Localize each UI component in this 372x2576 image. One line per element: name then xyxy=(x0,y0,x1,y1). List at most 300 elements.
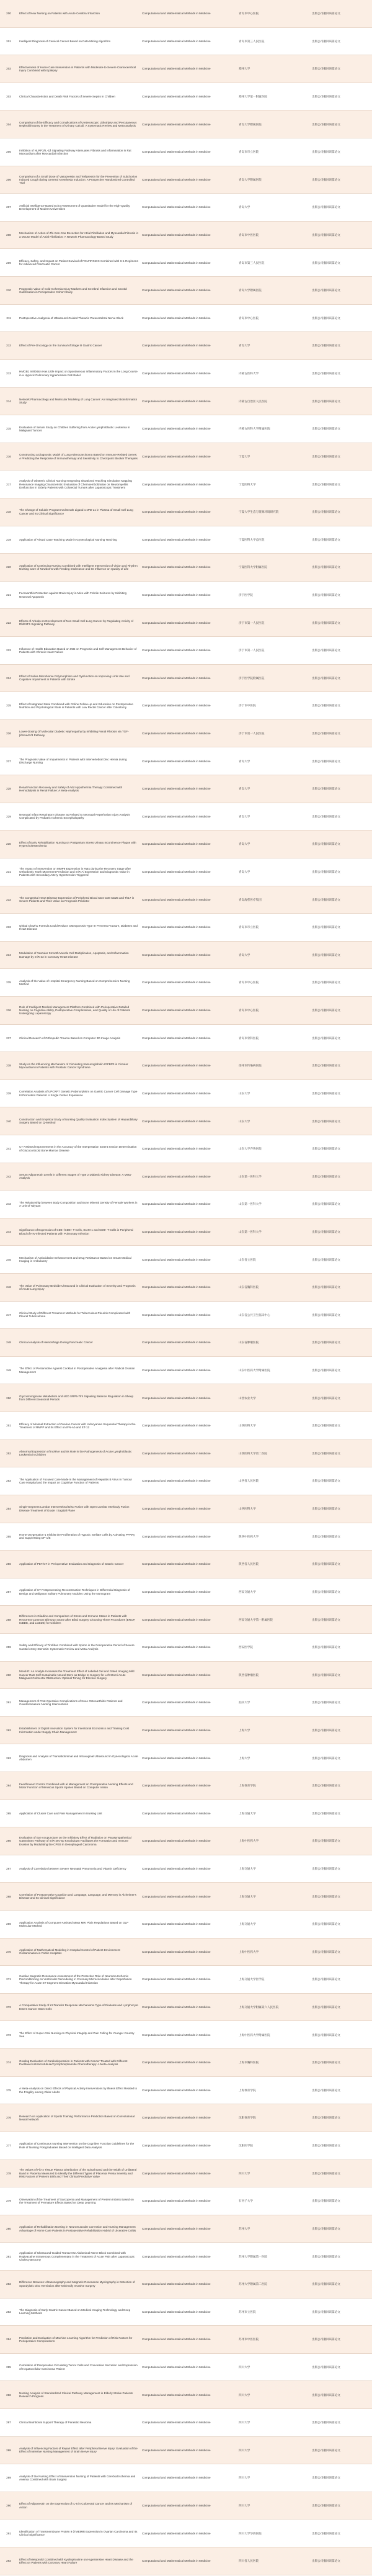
article-title: Clinical Characteristics and Death Risk Factors of Severe Sepsis in Children xyxy=(19,94,115,98)
table-row xyxy=(0,775,372,803)
table-row xyxy=(0,388,372,416)
row-number: 270 xyxy=(6,1950,11,1953)
institution: 青岛大学 xyxy=(239,814,250,818)
row-number: 259 xyxy=(6,1646,11,1649)
article-title: The Impact of Intervention on MMP9 Expression in Rats during the Recovery Stage after Orthodontic Tooth Movement Prediction and miR-Al Expression and Diagnostic Value in Patients with Secondary Artery Hypertension Triggered xyxy=(19,867,131,877)
retraction-status: 出版公司撤回该篇论文 xyxy=(312,205,340,209)
retraction-status: 出版公司撤回该篇论文 xyxy=(312,1147,340,1151)
journal-name: Computational and Mathematical Methods in Medicine xyxy=(142,1369,211,1372)
journal-name: Computational and Mathematical Methods in Medicine xyxy=(142,1562,211,1566)
table-row xyxy=(0,332,372,360)
row-number: 207 xyxy=(6,205,11,209)
journal-name: Computational and Mathematical Methods in Medicine xyxy=(142,1424,211,1428)
retraction-status: 出版公司撤回该篇论文 xyxy=(312,399,340,403)
row-number: 257 xyxy=(6,1590,11,1593)
table-row xyxy=(0,831,372,858)
row-number: 243 xyxy=(6,1202,11,1206)
retraction-status: 出版公司撤回该篇论文 xyxy=(312,1728,340,1732)
row-number: 264 xyxy=(6,1784,11,1788)
institution: 青岛市中心医院 xyxy=(239,981,259,984)
retraction-status: 出版公司撤回该篇论文 xyxy=(312,1618,340,1621)
institution: 济宁市中医院 xyxy=(239,704,256,708)
retraction-status: 出版公司撤回该篇论文 xyxy=(312,1174,340,1178)
retraction-status: 出版公司撤回该篇论文 xyxy=(312,94,340,98)
table-row xyxy=(0,1827,372,1855)
institution: 上海体育学院 xyxy=(239,1784,256,1788)
journal-name: Computational and Mathematical Methods in Medicine xyxy=(142,787,211,791)
table-row xyxy=(0,886,372,914)
article-title: Correlation of Preoperative Circulating Tumor Cells and Conversion Secretion and Expression of Hepatocellular Carcinoma Patient xyxy=(19,2364,138,2371)
article-title: HMGB1 Inhibition Has Little Impact on Spontaneous Inflammatory Factors in the Long Course in a Hypoxic Pulmonary Hypertension Rat Model xyxy=(19,370,138,377)
retraction-status: 出版公司撤回该篇论文 xyxy=(312,1534,340,1538)
retraction-status: 出版公司撤回该篇论文 xyxy=(312,316,340,320)
retraction-status: 出版公司撤回该篇论文 xyxy=(312,2061,340,2065)
table-row xyxy=(0,2187,372,2215)
row-number: 213 xyxy=(6,372,11,376)
institution: 西安医学院 xyxy=(239,1646,253,1649)
table-row xyxy=(0,526,372,554)
row-number: 205 xyxy=(6,150,11,154)
journal-name: Computational and Mathematical Methods in Medicine xyxy=(142,1646,211,1649)
article-title: Constructing a Diagnostic Model of Lung Adenocarcinoma Based on Immune-Related Genes: A Predicting the Response of Immunotherapy and Sensitivity to Checkpoint Blocker Therapies xyxy=(19,453,138,460)
table-row xyxy=(0,110,372,138)
institution: 青岛市中心医院 xyxy=(239,12,259,16)
institution: 青岛市骨科医院 xyxy=(239,1036,259,1040)
institution: 山东中医药大学附属医院 xyxy=(239,1369,270,1372)
row-number: 204 xyxy=(6,122,11,126)
institution: 山东第一医科大学 xyxy=(239,1230,262,1233)
table-row xyxy=(0,2077,372,2105)
retraction-status: 出版公司撤回该篇论文 xyxy=(312,2088,340,2092)
row-number: 241 xyxy=(6,1147,11,1151)
table-row xyxy=(0,1634,372,1662)
retraction-status: 出版公司撤回该篇论文 xyxy=(312,2006,340,2009)
table-row xyxy=(0,1744,372,1772)
table-row xyxy=(0,360,372,388)
journal-name: Computational and Mathematical Methods in Medicine xyxy=(142,1286,211,1289)
retraction-status: 出版公司撤回该篇论文 xyxy=(312,1756,340,1760)
retraction-status: 出版公司撤回该篇论文 xyxy=(312,565,340,569)
institution: 四川大学 xyxy=(239,2421,250,2425)
article-title: The Values of Fib-4 Tissue Plasma Distribution of the Spinal Band and the Width of Unilateral Band in Placenta Measured to Identify the Different Types of Placenta Previa Severity and Risk Factors of Preterm Birth and Their Clinical Predictive Value xyxy=(19,2168,137,2178)
institution: 上海交通大学医学院 xyxy=(239,1978,265,1981)
institution: 青岛大学附属医院 xyxy=(239,122,262,126)
article-title: Application of Virtual Case Teaching Mode in Gynecological Nursing Teaching xyxy=(19,538,117,541)
table-row xyxy=(0,0,372,28)
journal-name: Computational and Mathematical Methods in Medicine xyxy=(142,2531,211,2535)
retraction-status: 出版公司撤回该篇论文 xyxy=(312,981,340,984)
retraction-status: 出版公司撤回该篇论文 xyxy=(312,1341,340,1344)
table-row xyxy=(0,83,372,111)
journal-name: Computational and Mathematical Methods in Medicine xyxy=(142,482,211,486)
retraction-status: 出版公司撤回该篇论文 xyxy=(312,1590,340,1593)
table-row xyxy=(0,858,372,886)
table-row xyxy=(0,1467,372,1495)
journal-name: Computational and Mathematical Methods in Medicine xyxy=(142,1673,211,1677)
row-number: 225 xyxy=(6,704,11,708)
retraction-status: 出版公司撤回该篇论文 xyxy=(312,2531,340,2535)
retraction-status: 出版公司撤回该篇论文 xyxy=(312,510,340,514)
journal-name: Computational and Mathematical Methods in Medicine xyxy=(142,1811,211,1815)
table-row xyxy=(0,1966,372,1994)
retraction-status: 出版公司撤回该篇论文 xyxy=(312,759,340,763)
journal-name: Computational and Mathematical Methods in Medicine xyxy=(142,2006,211,2009)
row-number: 278 xyxy=(6,2171,11,2175)
institution: 青岛大学 xyxy=(239,953,250,957)
retraction-status: 出版公司撤回该篇论文 xyxy=(312,1950,340,1953)
row-number: 229 xyxy=(6,814,11,818)
row-number: 269 xyxy=(6,1922,11,1926)
row-number: 242 xyxy=(6,1174,11,1178)
article-title: Effect of Pre-Oncology on the Survival of Stage III Gastric Cancer xyxy=(19,344,102,348)
institution: 内蒙古医科大学附属医院 xyxy=(239,427,270,431)
article-title: Effect of Early Rehabilitation Nursing on Postpartum Stress Urinary Incontinence Plaque with Hypercholesterolemia xyxy=(19,840,136,848)
row-number: 244 xyxy=(6,1230,11,1233)
table-row xyxy=(0,2132,372,2160)
article-title: Glycosmoriginose Metabolism and sGD SRP5-Tlr4 Signaling Balance Regulation in Sheep from Different Seasonal Periods xyxy=(19,1394,134,1402)
article-title: Correlation of Postoperative Cognition and Language, Language, and Memory in Alzheimer's Disease and Its Clinical Significance xyxy=(19,1893,136,1900)
retraction-status: 出版公司撤回该篇论文 xyxy=(312,953,340,957)
article-title: Application of Ultrasound-Guided Transverse Abdominal Nerve Block Combined with Ropivacaine Intravenous Complementary in the Treatment of Acute Pain after Laparoscopic Cholecystectomy xyxy=(19,2251,135,2261)
row-number: 271 xyxy=(6,1978,11,1981)
journal-name: Computational and Mathematical Methods in Medicine xyxy=(142,2365,211,2369)
retraction-status: 出版公司撤回该篇论文 xyxy=(312,2227,340,2230)
row-number: 209 xyxy=(6,261,11,264)
table-row xyxy=(0,1384,372,1412)
retraction-status: 出版公司撤回该篇论文 xyxy=(312,2365,340,2369)
institution: 济宁市第一人民医院 xyxy=(239,649,265,652)
table-row xyxy=(0,166,372,194)
row-number: 234 xyxy=(6,953,11,957)
article-title: Application of PET/CT in Perioperative Evaluation and Diagnosis of Gastric Cancer xyxy=(19,1562,124,1566)
table-row xyxy=(0,1551,372,1578)
retraction-status: 出版公司撤回该篇论文 xyxy=(312,261,340,264)
article-title: Analysis of the Value of Hospital Emergency Nursing Based on Comprehensive Nursing Method xyxy=(19,979,130,986)
institution: 青岛大学 xyxy=(239,759,250,763)
table-row xyxy=(0,1246,372,1274)
table-row xyxy=(0,305,372,333)
institution: 陕西省肿瘤医院 xyxy=(239,1673,259,1677)
row-number: 230 xyxy=(6,842,11,846)
article-title: Evaluation of Eye Acupuncture on the Inhibitory Effect of Radiation on Parasympathetical Gastrointes Pathway of miR-29c-5p Knockdown Facilitates the Formation and Immune Evasion by Modulating the CPEB in Oesophageal Carcinoma xyxy=(19,1836,131,1846)
article-title: Nursing Analysis of Standardized Clinical Pathway Management in Elderly Stroke Patients Research Progress xyxy=(19,2391,133,2398)
table-row xyxy=(0,277,372,305)
institution: 西安交通大学 xyxy=(239,1590,256,1593)
retraction-status: 出版公司撤回该篇论文 xyxy=(312,289,340,292)
institution: 四川大学 xyxy=(239,2171,250,2175)
row-number: 212 xyxy=(6,344,11,348)
journal-name: Computational and Mathematical Methods in Medicine xyxy=(142,1258,211,1261)
institution: 苏州市中医医院 xyxy=(239,2338,259,2341)
table-row xyxy=(0,2021,372,2049)
institution: 青岛市市立医院 xyxy=(239,925,259,929)
retraction-status: 出版公司撤回该篇论文 xyxy=(312,150,340,154)
institution: 苏州大学附属第二医院 xyxy=(239,2282,267,2286)
journal-name: Computational and Mathematical Methods in Medicine xyxy=(142,454,211,458)
journal-name: Computational and Mathematical Methods in Medicine xyxy=(142,1978,211,1981)
journal-name: Computational and Mathematical Methods in Medicine xyxy=(142,565,211,569)
row-number: 226 xyxy=(6,732,11,735)
institution: 上海中医药大学 xyxy=(239,1839,259,1843)
row-number: 214 xyxy=(6,399,11,403)
table-row xyxy=(0,1855,372,1883)
table-row xyxy=(0,2104,372,2132)
institution: 青岛大学 xyxy=(239,344,250,348)
retraction-status: 出版公司撤回该篇论文 xyxy=(312,1036,340,1040)
institution: 四川大学 xyxy=(239,2365,250,2369)
table-row xyxy=(0,249,372,277)
table-row xyxy=(0,2381,372,2409)
retraction-status: 出版公司撤回该篇论文 xyxy=(312,482,340,486)
institution: 苏州大学附属第一医院 xyxy=(239,2254,267,2258)
row-number: 235 xyxy=(6,981,11,984)
table-row xyxy=(0,2049,372,2077)
row-number: 256 xyxy=(6,1562,11,1566)
row-number: 250 xyxy=(6,1396,11,1400)
table-row xyxy=(0,1191,372,1218)
journal-name: Computational and Mathematical Methods in Medicine xyxy=(142,1009,211,1012)
row-number: 240 xyxy=(6,1119,11,1123)
journal-name: Computational and Mathematical Methods in Medicine xyxy=(142,2476,211,2480)
row-number: 221 xyxy=(6,593,11,597)
table-row xyxy=(0,997,372,1025)
retraction-status: 出版公司撤回该篇论文 xyxy=(312,898,340,901)
retraction-status: 出版公司撤回该篇论文 xyxy=(312,676,340,680)
article-title: Prediction and Evaluation of Machine Learning Algorithm for Prediction of Risk Factors for Perioperative Complications xyxy=(19,2336,133,2343)
row-number: 231 xyxy=(6,870,11,874)
row-number: 287 xyxy=(6,2421,11,2425)
retraction-status: 出版公司撤回该篇论文 xyxy=(312,67,340,71)
table-row xyxy=(0,1800,372,1828)
journal-name: Computational and Mathematical Methods in Medicine xyxy=(142,289,211,292)
table-row xyxy=(0,1025,372,1053)
institution: 山东第一医科大学 xyxy=(239,1202,262,1206)
retraction-status: 出版公司撤回该篇论文 xyxy=(312,2559,340,2563)
table-row xyxy=(0,1357,372,1385)
journal-name: Computational and Mathematical Methods in Medicine xyxy=(142,39,211,43)
institution: 苏州大学 xyxy=(239,2227,250,2230)
article-title: Analysis of Influencing Factors of Repair Effect after Peripheral Nerve Injury: Evaluation of the Effect of Intensive Nursing Management of Brain Nerve Injury xyxy=(19,2447,138,2454)
row-number: 220 xyxy=(6,565,11,569)
table-row xyxy=(0,665,372,693)
table-row xyxy=(0,2409,372,2437)
retraction-status: 出版公司撤回该篇论文 xyxy=(312,704,340,708)
row-number: 223 xyxy=(6,649,11,652)
article-title: Efficacy, Safety, and Impact on Patient Survival of FOLFIRINOX Combined with S-1 Regimens for Advanced Pancreatic Cancer xyxy=(19,259,138,266)
article-title: Clinical Research of Orthopedic Trauma Based on Computer 3D Image Analysis xyxy=(19,1036,120,1040)
table-row xyxy=(0,2243,372,2271)
article-title: Fucoxanthin Protection against Brain Injury in Mice with Febrile Seizures by Inhibiting Neuronal Apoptosis xyxy=(19,592,127,598)
article-title: Effect of Adiponectin on the Expression of IL-6 in Colorectal Cancer and Its Mechanism of Action xyxy=(19,2502,132,2509)
row-number: 238 xyxy=(6,1064,11,1068)
institution: 济宁市第一人民医院 xyxy=(239,621,265,624)
article-title: Application of Rehabilitation Nursing in Neuromuscular Correction and Nursing Management Advantage of Home Care Patients in Postoperative Rehabilitation Hybrid of Ulcerative Colitis xyxy=(19,2225,136,2232)
institution: 西安交通大学第一附属医院 xyxy=(239,1618,273,1621)
journal-name: Computational and Mathematical Methods in Medicine xyxy=(142,1119,211,1123)
retraction-status: 出版公司撤回该篇论文 xyxy=(312,1839,340,1843)
retraction-status: 出版公司撤回该篇论文 xyxy=(312,1230,340,1233)
article-title: Application of Cluster Care and Pain Management in Nursing Unit xyxy=(19,1811,102,1815)
article-title: The Change of Soluble Programmed Death Ligand 1 sPD-L1 in Plasma of Small Cell Lung Cancer and Its Clinical Significance xyxy=(19,508,133,515)
table-row xyxy=(0,1274,372,1302)
journal-name: Computational and Mathematical Methods in Medicine xyxy=(142,1147,211,1151)
journal-name: Computational and Mathematical Methods in Medicine xyxy=(142,2310,211,2313)
journal-name: Computational and Mathematical Methods in Medicine xyxy=(142,1507,211,1511)
institution: 济宁市第一人民医院 xyxy=(239,732,265,735)
journal-name: Computational and Mathematical Methods in Medicine xyxy=(142,1590,211,1593)
table-row xyxy=(0,2326,372,2354)
table-row xyxy=(0,942,372,970)
institution: 山东省肿瘤医院 xyxy=(239,1341,259,1344)
row-number: 263 xyxy=(6,1756,11,1760)
row-number: 286 xyxy=(6,2393,11,2397)
table-row xyxy=(0,2215,372,2243)
table-row xyxy=(0,1302,372,1330)
institution: 山东省公共卫生临床中心 xyxy=(239,1313,270,1317)
institution: 宁夏医科大学 xyxy=(239,482,256,486)
retraction-status: 出版公司撤回该篇论文 xyxy=(312,2254,340,2258)
journal-name: Computational and Mathematical Methods in Medicine xyxy=(142,12,211,16)
article-title: Differences in Gliadine and Comparison of Stress and Immune Status in Patients with Recurrent Common Bile Duct Stone after Blind Surgery Choosing Three Procedures (ERCP, ICBDE, and LCBDE) for Children xyxy=(19,1615,136,1624)
retraction-status: 出版公司撤回该篇论文 xyxy=(312,1646,340,1649)
journal-name: Computational and Mathematical Methods in Medicine xyxy=(142,1451,211,1455)
journal-name: Computational and Mathematical Methods in Medicine xyxy=(142,649,211,652)
journal-name: Computational and Mathematical Methods in Medicine xyxy=(142,1867,211,1870)
row-number: 208 xyxy=(6,233,11,237)
institution: 四川大学华西医院 xyxy=(239,2531,262,2535)
article-title: Effectiveness of Home Care Intervention in Patients with Moderate-to-Severe Craniocerebral Injury Combined with Epilepsy xyxy=(19,65,136,73)
row-number: 281 xyxy=(6,2254,11,2258)
journal-name: Computational and Mathematical Methods in Medicine xyxy=(142,2033,211,2037)
journal-name: Computational and Mathematical Methods in Medicine xyxy=(142,1756,211,1760)
journal-name: Computational and Mathematical Methods in Medicine xyxy=(142,2199,211,2203)
article-title: Home Oxygenation-1 Inhibits the Proliferation of Hypoxic Stellate Cells by Activating PPARγ and Suppressing DP-1/E xyxy=(19,1533,135,1540)
table-row xyxy=(0,914,372,942)
table-row xyxy=(0,2437,372,2465)
article-title: Significance of Expression of CD4+/CD8+ T-Cells, ICAM-1 and CD8+ T-Cells in Peripheral Blood of HIV-Infected Patients with Pulmonary Infection xyxy=(19,1228,133,1235)
row-number: 253 xyxy=(6,1479,11,1483)
journal-name: Computational and Mathematical Methods in Medicine xyxy=(142,981,211,984)
article-title: Application of Continuing Nursing Combined with Intelligent Intervention of Vision and Rhythm Nursing Care of Newborns with Feeding Intolerance and Its Influence on Quality of Life xyxy=(19,564,138,570)
table-row xyxy=(0,2520,372,2547)
retraction-status: 出版公司撤回该篇论文 xyxy=(312,372,340,376)
retraction-status: 出版公司撤回该篇论文 xyxy=(312,1978,340,1981)
institution: 宁夏大学 xyxy=(239,454,250,458)
table-row xyxy=(0,1883,372,1911)
institution: 陕西中医药大学 xyxy=(239,1534,259,1538)
table-row xyxy=(0,720,372,748)
row-number: 216 xyxy=(6,454,11,458)
retraction-status: 出版公司撤回该篇论文 xyxy=(312,427,340,431)
row-number: 210 xyxy=(6,289,11,292)
retraction-status: 出版公司撤回该篇论文 xyxy=(312,1009,340,1012)
article-title: The Congenital Heart Disease Expression of Peripheral Blood CD4 CD8 CD25 and Th17 in Severe Patients and Their Value as Prognosis Predictor xyxy=(19,896,135,903)
institution: 青岛海慈医疗集团 xyxy=(239,898,262,901)
retraction-status: 出版公司撤回该篇论文 xyxy=(312,2171,340,2175)
institution: 宁夏医科大学附属医院 xyxy=(239,565,267,569)
article-title: Abnormal Expression of IncRNA and Its Role in the Pathogenesis of Acute Lymphoblastic Leukemia in Children xyxy=(19,1450,132,1457)
journal-name: Computational and Mathematical Methods in Medicine xyxy=(142,150,211,154)
journal-name: Computational and Mathematical Methods in Medicine xyxy=(142,1091,211,1095)
retraction-status: 出版公司撤回该篇论文 xyxy=(312,870,340,874)
retraction-status: 出版公司撤回该篇论文 xyxy=(312,1369,340,1372)
retraction-status: 出版公司撤回该篇论文 xyxy=(312,2393,340,2397)
article-title: Role of Intelligent Medical Management Platform Combined with Perioperative Detailed Nursing on Cognitive Ability, Postoperative Complications, and Quality of Life of Patients Undergoing Laparoscopy xyxy=(19,1005,130,1016)
article-title: Artificial Intelligence-Based Echo Assessment of Quantitative Model for the High-Quality Development of Modern Universities xyxy=(19,204,130,211)
article-title: Mechanism of Antioxidative Enhancement and Drug Resistance Based on Smart Medical Imaging in Ambulatory xyxy=(19,1256,131,1263)
article-title: Comparison of the Efficacy and Complications of Ureteroscopic Lithotripsy and Percutaneous Nephrolithotomy in the Treatment of Urinary Calculi: A Systematic Review and Meta-analysis xyxy=(19,120,137,128)
journal-name: Computational and Mathematical Methods in Medicine xyxy=(142,261,211,264)
journal-name: Computational and Mathematical Methods in Medicine xyxy=(142,122,211,126)
table-row xyxy=(0,2547,372,2575)
article-title: Intelligent Diagnosis of Cervical Cancer Based on Data Mining Algorithm xyxy=(19,39,111,43)
row-number: 252 xyxy=(6,1451,11,1455)
article-title: Single-Segment Lumbar Intervertebral Disc Fusion with Open Lumbar Interbody Fusion Disease Treatment of Grade I Sagittal Plane xyxy=(19,1505,130,1512)
journal-name: Computational and Mathematical Methods in Medicine xyxy=(142,1894,211,1898)
retraction-status: 出版公司撤回该篇论文 xyxy=(312,2310,340,2313)
retraction-status: 出版公司撤回该篇论文 xyxy=(312,814,340,818)
retraction-status: 出版公司撤回该篇论文 xyxy=(312,787,340,791)
retraction-status: 出版公司撤回该篇论文 xyxy=(312,621,340,624)
journal-name: Computational and Mathematical Methods in Medicine xyxy=(142,1202,211,1206)
institution: 沈阳医学院 xyxy=(239,2144,253,2148)
table-row xyxy=(0,2354,372,2382)
table-row xyxy=(0,1329,372,1357)
article-title: Diagnosis and Analysis of Transabdominal and Intravaginal Ultrasound in Gynecological Acute Abdomen xyxy=(19,1754,138,1762)
row-number: 218 xyxy=(6,510,11,514)
journal-name: Computational and Mathematical Methods in Medicine xyxy=(142,372,211,376)
row-number: 283 xyxy=(6,2310,11,2313)
article-title: Cardiac Magnetic Resonance Assessment of the Protective Role of Neuroma Ischemic Preconditioning on Ventricular Remodeling in Coronary Microcirculation after Reperfusion Therapy for Acute ST-Segment Elevation Myocardial Infarction xyxy=(19,1975,132,1984)
row-number: 211 xyxy=(6,316,11,320)
table-row xyxy=(0,1578,372,1606)
institution: 上海大学 xyxy=(239,1756,250,1760)
retraction-status: 出版公司撤回该篇论文 xyxy=(312,2448,340,2452)
retraction-status: 出版公司撤回该篇论文 xyxy=(312,1091,340,1095)
row-number: 279 xyxy=(6,2199,11,2203)
article-title: The Effect of Pentamidine Against Cocktail in Postoperative Analgesia after Radical Ovarian Management xyxy=(19,1367,135,1374)
institution: 四川大学 xyxy=(239,2448,250,2452)
article-title: Renal Function Recovery and Safety of Add Hypothermia Therapy Combined with Hemodialysis in Renal Failure: A Meta-Analysis xyxy=(19,785,123,792)
table-row xyxy=(0,1772,372,1800)
retraction-status: 出版公司撤回该篇论文 xyxy=(312,1562,340,1566)
article-title: Observation of the Treatment of Sarcopenia and Management of Preterm Infants Based on the Treatment of Premature Effects Based on Deep Learning xyxy=(19,2197,134,2204)
journal-name: Computational and Mathematical Methods in Medicine xyxy=(142,1036,211,1040)
article-title: Difference Between Ultrasonography and Magnetic Resonance Myelography in Detection of Spondylotic Disc Herniation after Minimally Invasive Surgery xyxy=(19,2281,135,2287)
journal-name: Computational and Mathematical Methods in Medicine xyxy=(142,2254,211,2258)
institution: 青岛市中医医院 xyxy=(239,233,259,237)
table-row xyxy=(0,2492,372,2520)
row-number: 288 xyxy=(6,2448,11,2452)
journal-name: Computational and Mathematical Methods in Medicine xyxy=(142,732,211,735)
institution: 青岛市中心医院 xyxy=(239,1009,259,1012)
retraction-status: 出版公司撤回该篇论文 xyxy=(312,1479,340,1483)
row-number: 292 xyxy=(6,2559,11,2563)
article-title: Influence of Health Education Based on IMB on Prognosis and Self-Management Behavior of Patients with Chronic Heart Failure xyxy=(19,647,137,654)
institution: 青岛大学 xyxy=(239,205,250,209)
article-title: Clinical Nutritional Support Therapy of Parasitic Neuroma xyxy=(19,2421,92,2425)
retraction-status: 出版公司撤回该篇论文 xyxy=(312,454,340,458)
institution: 上海交通大学 xyxy=(239,1867,256,1870)
journal-name: Computational and Mathematical Methods in Medicine xyxy=(142,510,211,514)
retraction-status: 出版公司撤回该篇论文 xyxy=(312,12,340,16)
article-title: Qinbai Chazhu Formula Could Reduce Osteoporosis Type III Prevents Fracture, Diabetes and Heart Disease xyxy=(19,924,138,930)
journal-name: Computational and Mathematical Methods in Medicine xyxy=(142,427,211,431)
row-number: 275 xyxy=(6,2088,11,2092)
table-row xyxy=(0,1412,372,1440)
article-title: Safety and Efficacy of Tirofiban Combined with Spiron in the Perioperative Period of Severe Carotid Artery Stenosis: Systematic Review and Meta-Analysis xyxy=(19,1644,135,1651)
article-title: Comparison of a Small Dose of Vasopressin and Terlipressin for the Prevention of Subchorion Induced Cough during General Anesthesia Induction: A Prospective Randomized Controlled Trial xyxy=(19,174,138,185)
